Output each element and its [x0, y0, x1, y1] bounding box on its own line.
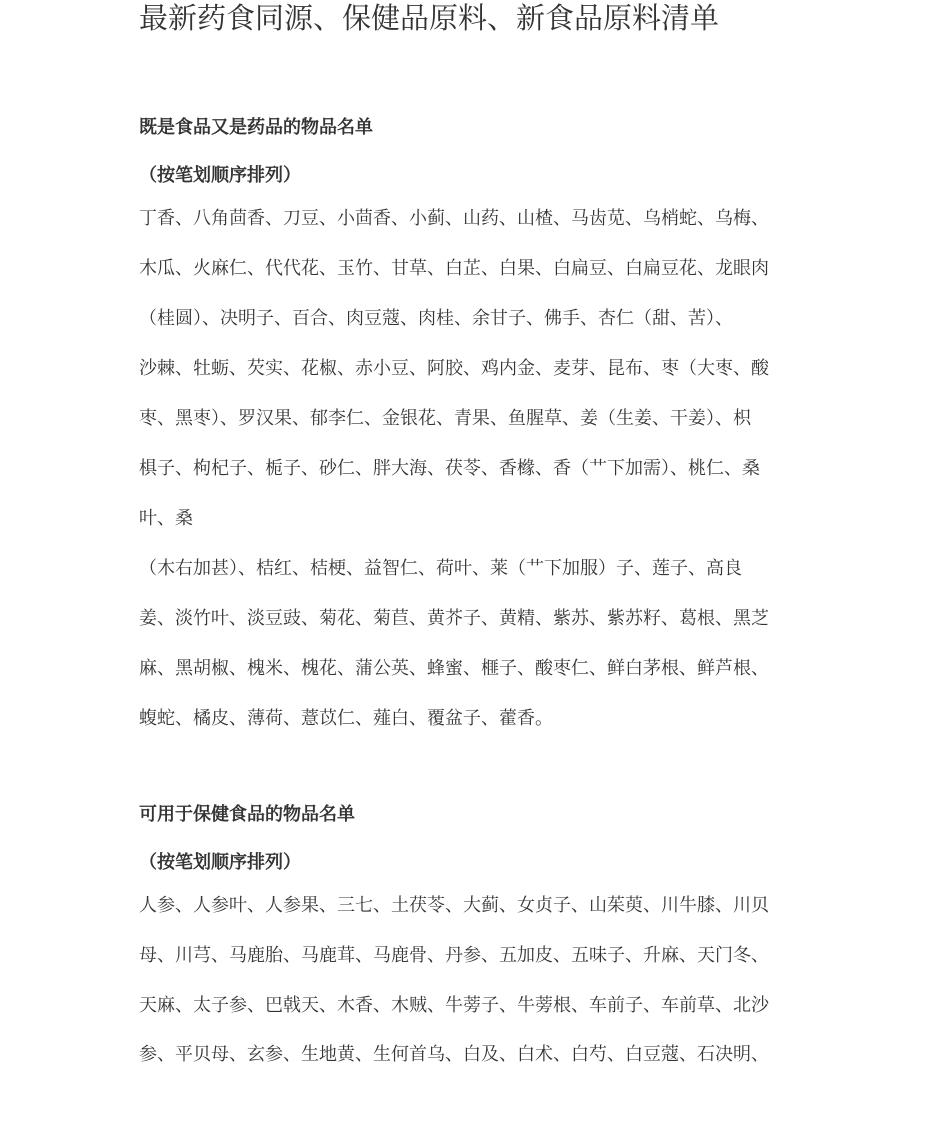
order-note: （按笔划顺序排列） — [139, 165, 301, 186]
list-line: 木瓜、火麻仁、代代花、玉竹、甘草、白芷、白果、白扁豆、白扁豆花、龙眼肉 — [139, 258, 769, 279]
list-line: 丁香、八角茴香、刀豆、小茴香、小蓟、山药、山楂、马齿苋、乌梢蛇、乌梅、 — [139, 208, 769, 229]
list-line: 沙棘、牡蛎、芡实、花椒、赤小豆、阿胶、鸡内金、麦芽、昆布、枣（大枣、酸 — [139, 358, 769, 379]
list-line: 蝮蛇、橘皮、薄荷、薏苡仁、薤白、覆盆子、藿香。 — [139, 708, 553, 729]
section-heading-food-medicine: 既是食品又是药品的物品名单 — [139, 117, 373, 138]
list-line: （木右加甚）、桔红、桔梗、益智仁、荷叶、莱（艹下加服）子、莲子、高良 — [139, 558, 742, 579]
list-line: 叶、桑 — [139, 508, 193, 529]
list-line: 人参、人参叶、人参果、三七、土茯苓、大蓟、女贞子、山茱萸、川牛膝、川贝 — [139, 895, 769, 916]
section-heading-health-food: 可用于保健食品的物品名单 — [139, 804, 355, 825]
list-line: （桂圆）、决明子、百合、肉豆蔻、肉桂、余甘子、佛手、杏仁（甜、苦）、 — [139, 308, 733, 329]
list-line: 参、平贝母、玄参、生地黄、生何首乌、白及、白术、白芍、白豆蔻、石决明、 — [139, 1044, 769, 1065]
list-line: 椇子、枸杞子、栀子、砂仁、胖大海、茯苓、香橼、香（艹下加需）、桃仁、桑 — [139, 458, 760, 479]
list-line: 枣、黑枣）、罗汉果、郁李仁、金银花、青果、鱼腥草、姜（生姜、干姜）、枳 — [139, 408, 751, 429]
list-line: 麻、黑胡椒、槐米、槐花、蒲公英、蜂蜜、榧子、酸枣仁、鲜白茅根、鲜芦根、 — [139, 658, 769, 679]
order-note: （按笔划顺序排列） — [139, 852, 301, 873]
list-line: 天麻、太子参、巴戟天、木香、木贼、牛蒡子、牛蒡根、车前子、车前草、北沙 — [139, 995, 769, 1016]
page-title: 最新药食同源、保健品原料、新食品原料清单 — [139, 1, 720, 35]
list-line: 母、川芎、马鹿胎、马鹿茸、马鹿骨、丹参、五加皮、五味子、升麻、天门冬、 — [139, 945, 769, 966]
list-line: 姜、淡竹叶、淡豆豉、菊花、菊苣、黄芥子、黄精、紫苏、紫苏籽、葛根、黑芝 — [139, 608, 769, 629]
